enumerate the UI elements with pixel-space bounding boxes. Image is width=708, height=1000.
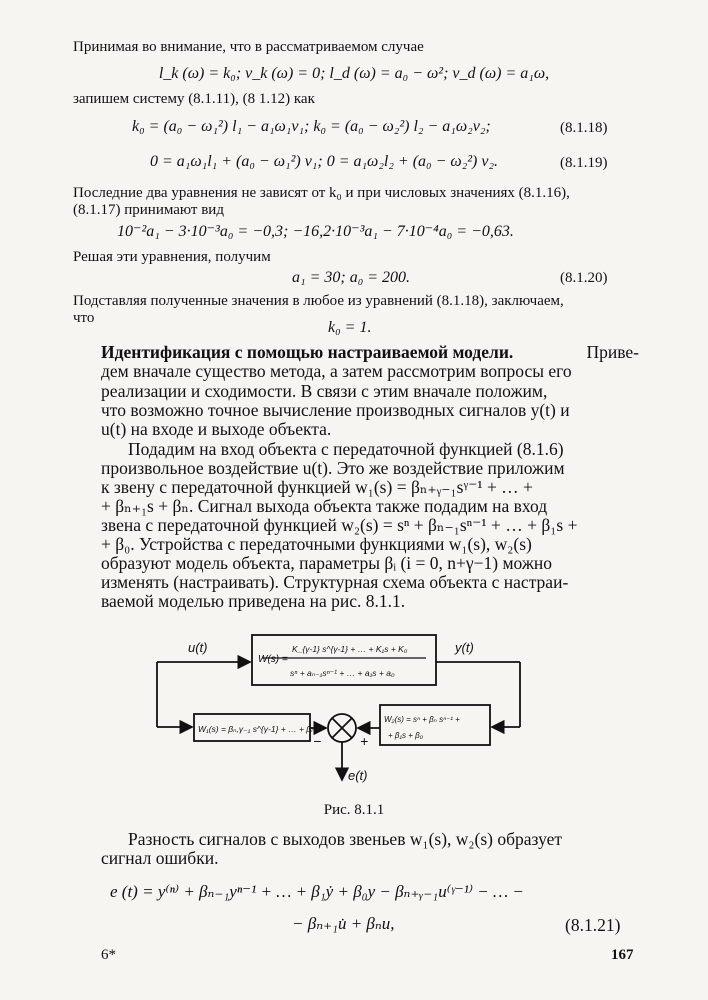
block-diagram	[0, 620, 708, 820]
eq-8-1-18: k₀ = (a₀ − ω₁²) l₁ − a₁ω₁v₁; k₀ = (a₀ − ω₂²) l₂ − a₁ω₂v₂;	[132, 118, 491, 135]
para-3-line-8: изменять (настраивать). Структурная схема объекта с настраи-	[101, 572, 569, 592]
para-3-line-1: Подадим на вход объекта с передаточной функцией (8.1.6)	[128, 439, 564, 459]
para-3-line-7: образуют модель объекта, параметры βᵢ (i = 0, n+γ−1) можно	[101, 553, 553, 573]
para-3-line-3: к звену с передаточной функцией w₁(s) = βₙ₊ᵧ₋₁sᵞ⁻¹ + … +	[101, 477, 533, 497]
para-1-line-2: (8.1.17) принимают вид	[73, 202, 224, 218]
eq-8-1-20: a₁ = 30; a₀ = 200.	[292, 269, 411, 286]
para-3-line-6: + β₀. Устройства с передаточными функциями w₁(s), w₂(s)	[101, 534, 532, 554]
w-numerator: K_{γ-1} s^{γ-1} + … + K₁s + K₀	[292, 644, 408, 654]
w-denominator: sⁿ + aₙ₋₁sⁿ⁻¹ + … + a₁s + a₀	[290, 668, 395, 678]
section-line-4: что возможно точное вычисление производных сигналов y(t) и	[101, 400, 570, 420]
w1-label: W₁(s) = βₙ,γ₋₁ s^{γ-1} + … + βₙ	[198, 724, 315, 734]
solve-text: Решая эти уравнения, получим	[73, 249, 271, 265]
eq-8-1-19-label: (8.1.19)	[560, 155, 608, 171]
eq-conditions-formula: l_k (ω) = k₀; v_k (ω) = 0; l_d (ω) = a₀ − ω²; v_d (ω) = a₁ω,	[158, 65, 550, 82]
section-line-2: дем вначале существо метода, а затем рассмотрим вопросы его	[101, 361, 572, 381]
w2-label-1: W₂(s) = sⁿ + βₙ sⁿ⁻¹ +	[384, 715, 460, 724]
footer-signature: 6*	[101, 947, 116, 963]
eq-8-1-21-label: (8.1.21)	[565, 915, 621, 935]
eq-8-1-21-line-1: e (t) = y⁽ⁿ⁾ + βₙ₋₁yⁿ⁻¹ + … + β₁ẏ + β₀y − βₙ₊ᵧ₋₁u⁽ᵞ⁻¹⁾ − … −	[110, 882, 524, 901]
minus-sign: −	[313, 733, 322, 749]
intro-text: Принимая во внимание, что в рассматриваемом случае	[73, 39, 424, 55]
para-3-line-5: звена с передаточной функцией w₂(s) = sⁿ + βₙ₋₁sⁿ⁻¹ + … + β₁s +	[101, 515, 578, 535]
u-label: u(t)	[188, 640, 208, 655]
para-4-line-1: Разность сигналов с выходов звеньев w₁(s), w₂(s) образует	[128, 829, 563, 849]
section-line-5: u(t) на входе и выходе объекта.	[101, 419, 332, 439]
eq-8-1-19: 0 = a₁ω₁l₁ + (a₀ − ω₁²) v₁; 0 = a₁ω₂l₂ + (a₀ − ω₂²) v₂.	[150, 153, 499, 170]
eq-8-1-18-label: (8.1.18)	[560, 120, 608, 136]
page-number: 167	[611, 947, 634, 963]
eq-8-1-21-line-2: − βₙ₊₁u̇ + βₙu,	[292, 914, 395, 933]
eq-numeric: 10⁻²a₁ − 3·10⁻³a₀ = −0,3; −16,2·10⁻³a₁ − 7·10⁻⁴a₀ = −0,63.	[117, 223, 514, 240]
para-3-line-4: + βₙ₊₁s + βₙ. Сигнал выхода объекта также подадим на вход	[101, 496, 548, 516]
plus-sign: +	[360, 733, 369, 749]
figure-caption: Рис. 8.1.1	[323, 802, 385, 818]
eq-8-1-20-label: (8.1.20)	[560, 270, 608, 286]
section-line-1-rest: Приве-	[586, 342, 639, 362]
para-2-line-2: что	[73, 310, 95, 326]
e-label: e(t)	[348, 768, 368, 783]
w2-label-2: + β₁s + β₀	[388, 731, 424, 740]
para-2-line-1: Подставляя полученные значения в любое из уравнений (8.1.18), заключаем,	[73, 293, 564, 309]
para-1-line-1: Последние два уравнения не зависят от k₀ и при числовых значениях (8.1.16),	[73, 185, 570, 201]
para-4-line-2: сигнал ошибки.	[101, 848, 219, 868]
section-first-line	[101, 344, 639, 362]
eq-k0: k₀ = 1.	[328, 319, 372, 336]
eq-conditions	[0, 66, 708, 82]
system-intro: запишем систему (8.1.11), (8 1.12) как	[73, 91, 315, 107]
para-3-line-9: ваемой моделью приведена на рис. 8.1.1.	[101, 591, 406, 611]
w-prefix: W(s) =	[258, 654, 288, 665]
figure-caption-wrap	[0, 803, 708, 818]
section-heading: Идентификация с помощью настраиваемой модели.	[101, 342, 514, 362]
para-3-line-2: произвольное воздействие u(t). Это же воздействие приложим	[101, 458, 565, 478]
section-line-3: реализации и сходимости. В связи с этим вначале положим,	[101, 381, 548, 401]
y-label: y(t)	[455, 640, 474, 655]
